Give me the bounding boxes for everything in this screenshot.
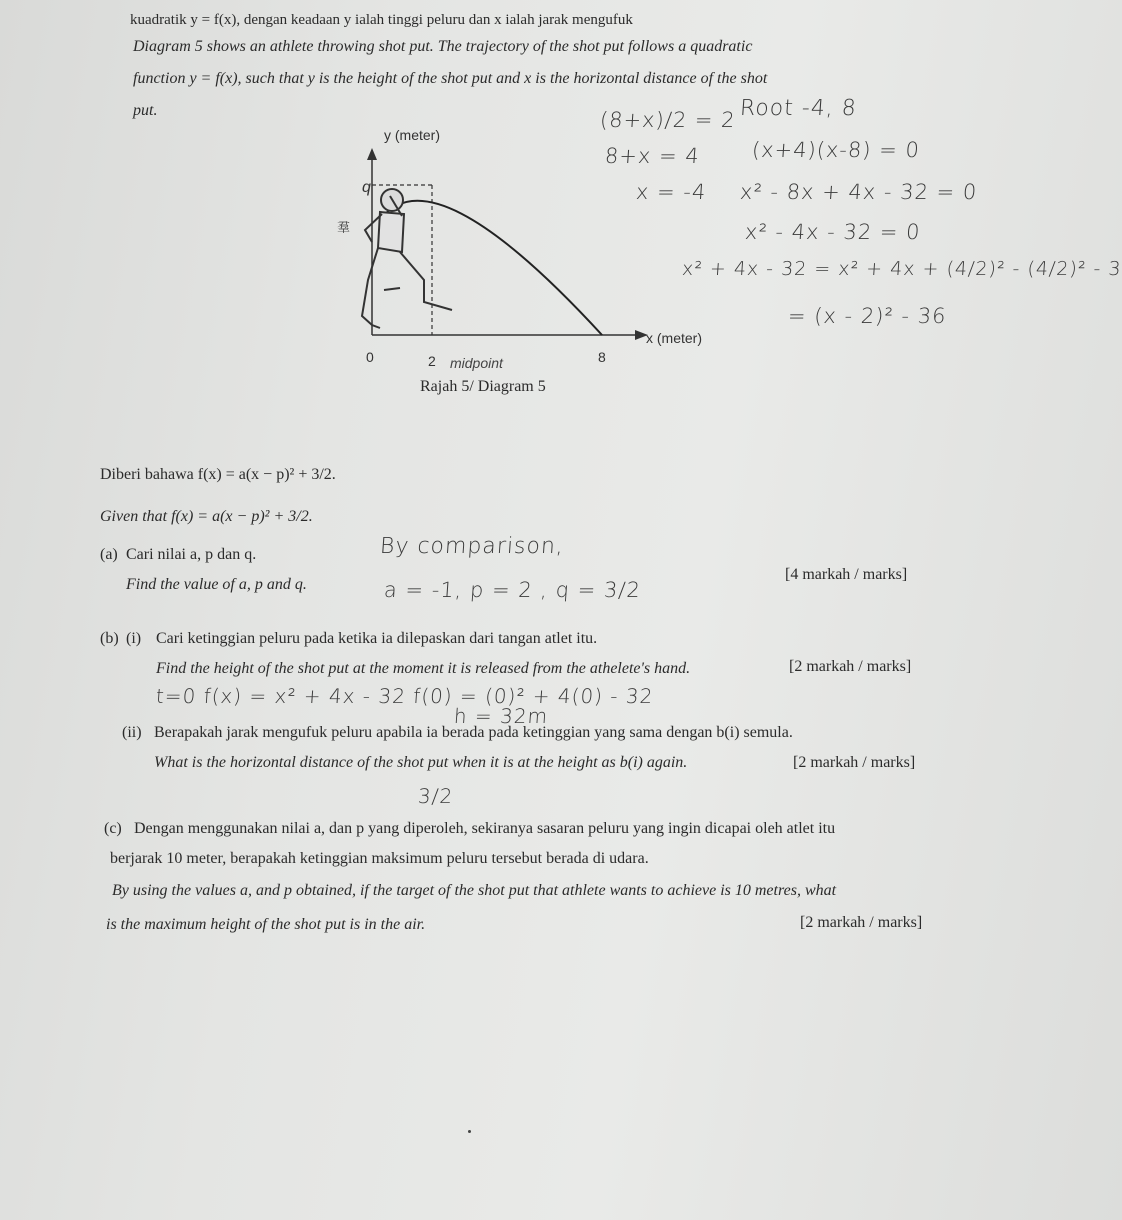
header-line-1: Diagram 5 shows an athlete throwing shot put. The trajectory of the shot put follows a quadratic <box>133 38 753 55</box>
header-line-2: function y = f(x), such that y is the height of the shot put and x is the horizontal distance of the shot <box>133 70 768 87</box>
hw-working-r6: = (x - 2)² - 36 <box>787 304 948 328</box>
hw-part-b-i-1: t=0 f(x) = x² + 4x - 32 f(0) = (0)² + 4(0) - 32 <box>155 684 655 708</box>
part-b-i-label: (i) <box>126 630 142 647</box>
part-a-marks: [4 markah / marks] <box>785 566 908 583</box>
given-english: Given that f(x) = a(x − p)² + 3/2. <box>100 508 313 525</box>
part-b-i-english: Find the height of the shot put at the moment it is released from the athelete's hand. <box>156 660 691 677</box>
x-axis-label: x (meter) <box>646 330 702 346</box>
part-c-english-1: By using the values a, and p obtained, if the target of the shot put that athlete wants to achieve is 10 metres, what <box>112 882 837 899</box>
part-c-malay-1: Dengan menggunakan nilai a, dan p yang diperoleh, sekiranya sasaran peluru yang ingin dicapai oleh atlet itu <box>134 820 836 837</box>
given-malay: Diberi bahawa f(x) = a(x − p)² + 3/2. <box>100 466 336 483</box>
part-a-english: Find the value of a, p and q. <box>126 576 307 593</box>
part-b-ii-label: (ii) <box>122 724 142 741</box>
hw-working-r4: x² - 4x - 32 = 0 <box>744 220 922 244</box>
part-a-label: (a) <box>100 546 118 563</box>
origin-label: 0 <box>366 349 374 365</box>
athlete-figure <box>362 189 452 328</box>
hw-part-a-2: a = -1, p = 2 , q = 3/2 <box>383 578 642 602</box>
part-b-ii-malay: Berapakah jarak mengufuk peluru apabila ia berada pada ketinggian yang sama dengan b(i) semula. <box>154 724 793 741</box>
hw-working-r1: Root -4, 8 <box>739 96 858 121</box>
hw-working-r5: x² + 4x - 32 = x² + 4x + (4/2)² - (4/2)² - 3 <box>681 258 1122 280</box>
header-malay-line: kuadratik y = f(x), dengan keadaan y ialah tinggi peluru dan x ialah jarak mengufuk <box>130 12 633 28</box>
hw-part-a-1: By comparison, <box>379 534 565 559</box>
y-axis-label: y (meter) <box>384 127 440 143</box>
diagram-caption: Rajah 5/ Diagram 5 <box>420 378 546 395</box>
hw-working-l2: 8+x = 4 <box>604 144 701 168</box>
part-b-ii-english: What is the horizontal distance of the shot put when it is at the height as b(i) again. <box>154 754 688 771</box>
part-b-i-malay: Cari ketinggian peluru pada ketika ia dilepaskan dari tangan atlet itu. <box>156 630 598 647</box>
hw-working-r3: x² - 8x + 4x - 32 = 0 <box>739 180 979 204</box>
stray-dot <box>468 1130 471 1133</box>
part-c-label: (c) <box>104 820 122 837</box>
hw-midpoint-label: midpoint <box>450 355 503 371</box>
part-b-ii-marks: [2 markah / marks] <box>793 754 916 771</box>
part-c-marks: [2 markah / marks] <box>800 914 923 931</box>
hw-working-r2: (x+4)(x-8) = 0 <box>751 138 921 162</box>
hw-working-l3: x = -4 <box>635 180 708 204</box>
hw-part-b-ii: 3/2 <box>417 784 455 808</box>
tick-8-label: 8 <box>598 349 606 365</box>
jersey-mark: 羣 <box>337 220 351 235</box>
hw-q-label: q <box>362 179 371 196</box>
part-c-english-2: is the maximum height of the shot put is in the air. <box>106 916 426 933</box>
tick-2-label: 2 <box>428 353 436 369</box>
part-c-malay-2: berjarak 10 meter, berapakah ketinggian maksimum peluru tersebut berada di udara. <box>110 850 649 867</box>
part-a-malay: Cari nilai a, p dan q. <box>126 546 257 563</box>
hw-working-l1: (8+x)/2 = 2 <box>599 108 737 132</box>
part-b-label: (b) <box>100 630 119 647</box>
hw-part-b-i-2: h = 32m <box>453 704 549 728</box>
part-b-i-marks: [2 markah / marks] <box>789 658 912 675</box>
y-axis-arrow <box>367 148 377 160</box>
header-line-3: put. <box>133 102 158 119</box>
